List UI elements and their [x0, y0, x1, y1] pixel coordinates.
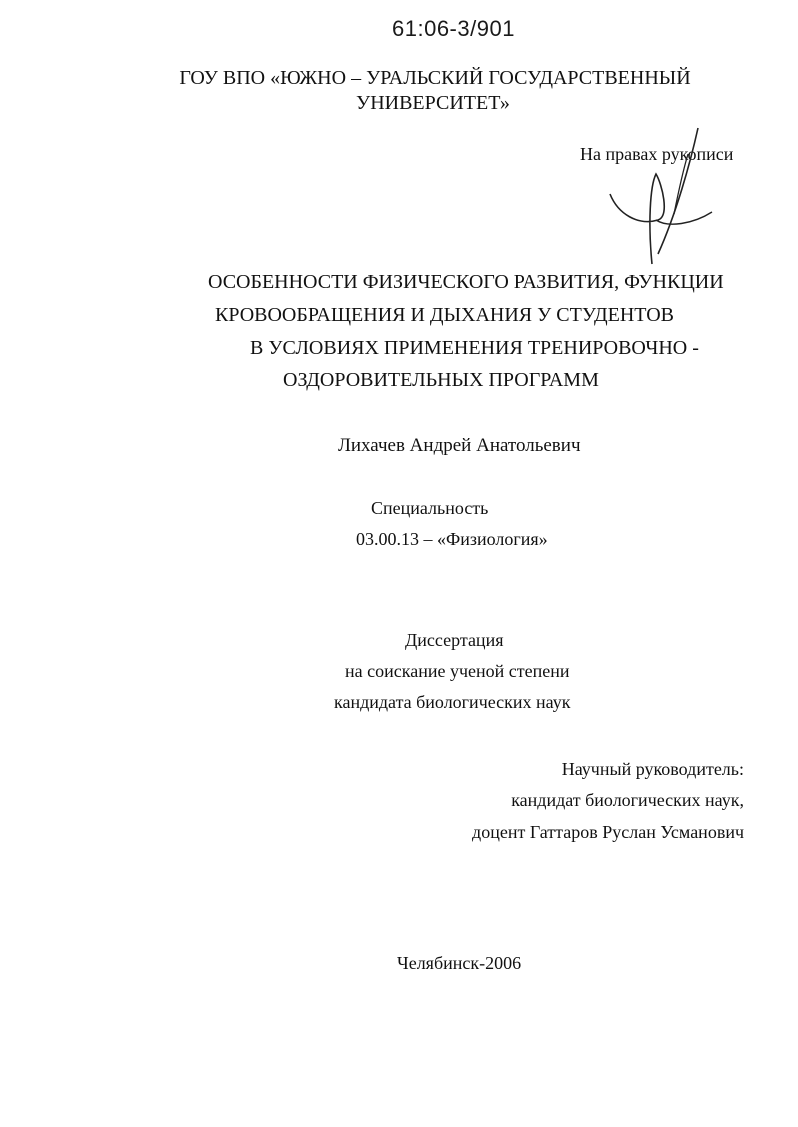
supervisor-degree: кандидат биологических наук,: [511, 790, 744, 810]
specialty-label: Специальность: [371, 498, 489, 518]
manuscript-note: На правах рукописи: [580, 144, 734, 164]
title-line-1: ОСОБЕННОСТИ ФИЗИЧЕСКОГО РАЗВИТИЯ, ФУНКЦИИ: [208, 271, 724, 293]
supervisor-label: Научный руководитель:: [561, 759, 744, 779]
specialty-value: 03.00.13 – «Физиология»: [356, 529, 548, 549]
handwritten-signature: [598, 124, 718, 274]
dissertation-heading: Диссертация: [405, 630, 504, 650]
supervisor-name: доцент Гаттаров Руслан Усманович: [472, 822, 744, 842]
institution-name: [0, 66, 798, 116]
institution-line-2: УНИВЕРСИТЕТ»: [356, 92, 510, 114]
title-line-4: ОЗДОРОВИТЕЛЬНЫХ ПРОГРАММ: [283, 369, 599, 391]
dissertation-purpose: на соискание ученой степени: [345, 661, 570, 681]
institution-line-1: ГОУ ВПО «ЮЖНО – УРАЛЬСКИЙ ГОСУДАРСТВЕННЫЙ: [179, 67, 691, 89]
catalog-number: 61:06-3/901: [392, 16, 515, 41]
dissertation-degree: кандидата биологических наук: [334, 692, 571, 712]
title-line-2: КРОВООБРАЩЕНИЯ И ДЫХАНИЯ У СТУДЕНТОВ: [215, 304, 675, 326]
title-line-3: В УСЛОВИЯХ ПРИМЕНЕНИЯ ТРЕНИРОВОЧНО -: [250, 337, 699, 359]
city-year: Челябинск-2006: [397, 953, 522, 973]
author-name: Лихачев Андрей Анатольевич: [338, 435, 581, 456]
